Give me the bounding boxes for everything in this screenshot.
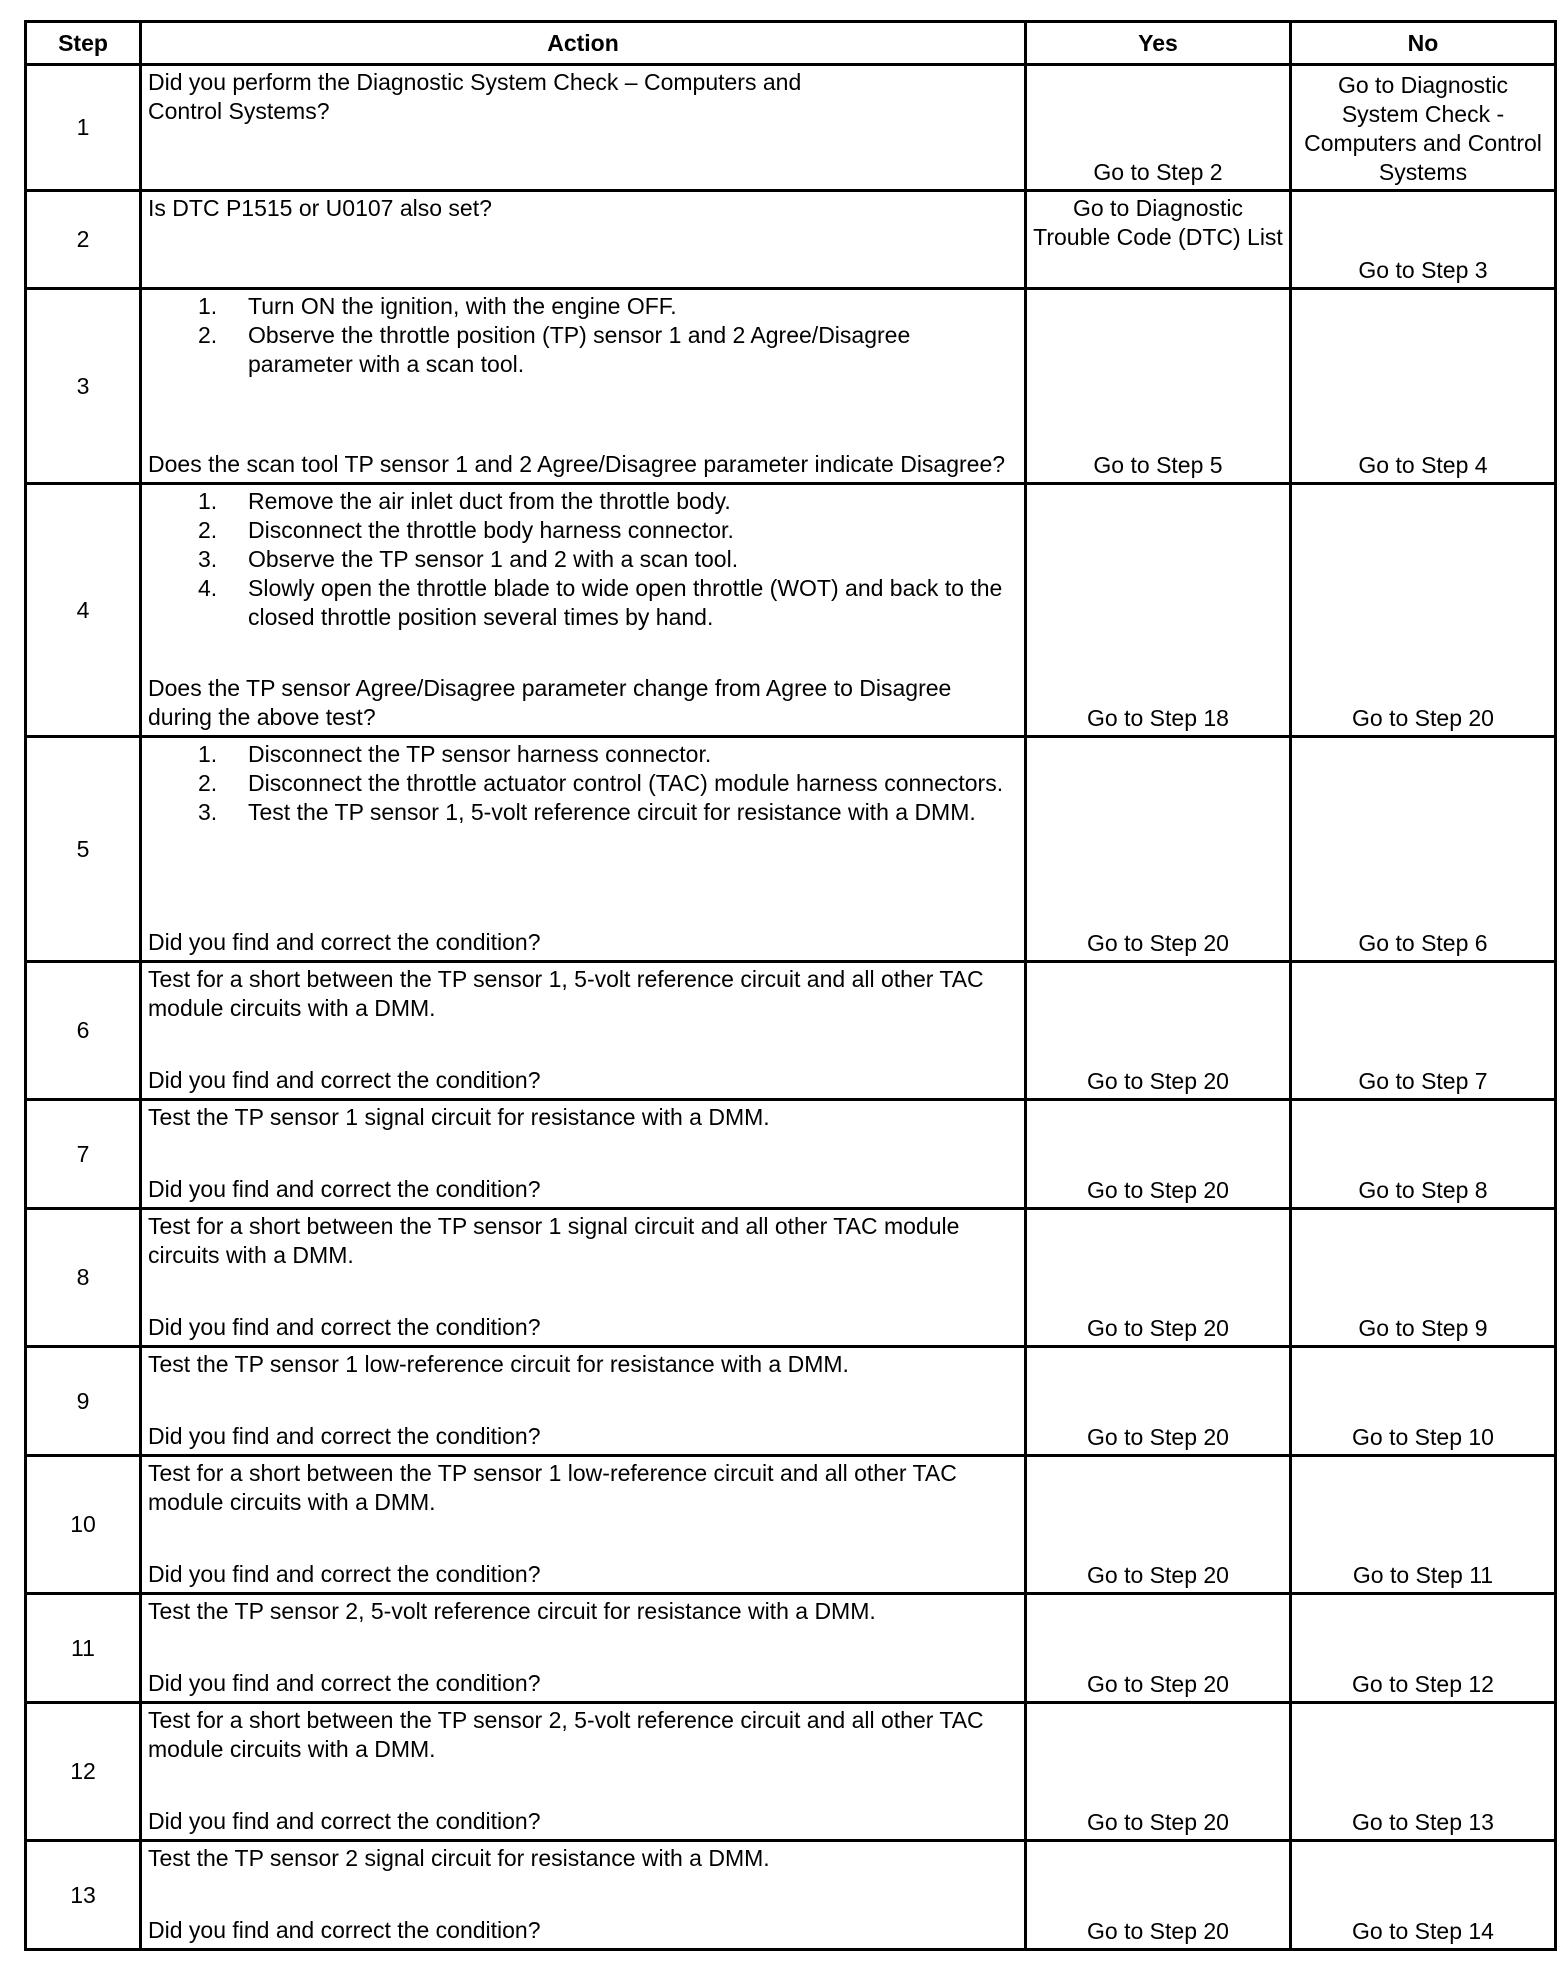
header-yes: Yes <box>1026 22 1291 65</box>
question-text: Is DTC P1515 or U0107 also set? <box>148 195 492 221</box>
header-step: Step <box>26 22 141 65</box>
no-outcome: Go to Step 8 <box>1291 1100 1556 1209</box>
header-action: Action <box>141 22 1026 65</box>
instruction-item: Remove the air inlet duct from the throttle body. <box>248 488 731 514</box>
yes-outcome: Go to Step 20 <box>1026 1347 1291 1456</box>
yes-outcome: Go to Step 2 <box>1026 65 1291 191</box>
yes-outcome: Go to Step 5 <box>1026 289 1291 484</box>
instruction-item: Slowly open the throttle blade to wide open throttle (WOT) and back to the closed throttle position several times by hand. <box>248 575 1003 630</box>
question-text: Did you find and correct the condition? <box>148 1917 541 1943</box>
no-outcome: Go to Step 11 <box>1291 1456 1556 1594</box>
action-cell <box>141 1841 1026 1950</box>
no-outcome: Go to Step 20 <box>1291 484 1556 737</box>
table-row <box>26 962 1556 1100</box>
instruction-item: Test the TP sensor 1, 5-volt reference circuit for resistance with a DMM. <box>248 799 976 825</box>
action-text: Test for a short between the TP sensor 2, 5-volt reference circuit and all other TAC module circuits with a DMM. <box>148 1707 984 1762</box>
no-outcome: Go to Step 13 <box>1291 1703 1556 1841</box>
action-cell <box>141 1100 1026 1209</box>
step-number: 7 <box>26 1100 141 1209</box>
no-outcome: Go to Step 14 <box>1291 1841 1556 1950</box>
action-cell <box>141 484 1026 737</box>
action-text: Test the TP sensor 2, 5-volt reference circuit for resistance with a DMM. <box>148 1598 876 1624</box>
instruction-item: Observe the TP sensor 1 and 2 with a scan tool. <box>248 546 739 572</box>
step-number: 13 <box>26 1841 141 1950</box>
step-number: 8 <box>26 1209 141 1347</box>
question-text: Did you find and correct the condition? <box>148 1067 541 1093</box>
question-text: Did you find and correct the condition? <box>148 929 541 955</box>
question-text: Did you find and correct the condition? <box>148 1670 541 1696</box>
no-outcome: Go to Step 3 <box>1291 191 1556 289</box>
question-text: Did you perform the Diagnostic System Check – Computers and Control Systems? <box>148 69 802 124</box>
no-outcome: Go to Step 10 <box>1291 1347 1556 1456</box>
table-row <box>26 289 1556 484</box>
action-text: Test the TP sensor 1 low-reference circuit for resistance with a DMM. <box>148 1351 849 1377</box>
yes-outcome: Go to Step 20 <box>1026 1100 1291 1209</box>
question-text: Does the scan tool TP sensor 1 and 2 Agree/Disagree parameter indicate Disagree? <box>148 451 1006 477</box>
instruction-item: Turn ON the ignition, with the engine OFF. <box>248 293 677 319</box>
step-number: 4 <box>26 484 141 737</box>
question-text: Does the TP sensor Agree/Disagree parameter change from Agree to Disagree during the above test? <box>148 675 952 730</box>
action-cell <box>141 1594 1026 1703</box>
table-row <box>26 1594 1556 1703</box>
step-number: 3 <box>26 289 141 484</box>
action-cell <box>141 65 1026 191</box>
table-row <box>26 1841 1556 1950</box>
step-number: 10 <box>26 1456 141 1594</box>
no-outcome: Go to Step 9 <box>1291 1209 1556 1347</box>
action-cell <box>141 1347 1026 1456</box>
yes-outcome: Go to Step 20 <box>1026 1841 1291 1950</box>
instruction-list <box>148 292 1018 379</box>
table-row <box>26 1347 1556 1456</box>
table-row <box>26 191 1556 289</box>
action-text: Test for a short between the TP sensor 1 signal circuit and all other TAC module circuits with a DMM. <box>148 1213 960 1268</box>
yes-outcome: Go to Diagnostic Trouble Code (DTC) List <box>1026 191 1291 289</box>
step-number: 9 <box>26 1347 141 1456</box>
yes-outcome: Go to Step 20 <box>1026 1703 1291 1841</box>
instruction-list <box>148 740 1018 827</box>
question-text: Did you find and correct the condition? <box>148 1423 541 1449</box>
instruction-item: Disconnect the TP sensor harness connector. <box>248 741 712 767</box>
no-outcome: Go to Step 7 <box>1291 962 1556 1100</box>
step-number: 11 <box>26 1594 141 1703</box>
question-text: Did you find and correct the condition? <box>148 1314 541 1340</box>
header-row <box>26 22 1556 65</box>
question-text: Did you find and correct the condition? <box>148 1808 541 1834</box>
step-number: 2 <box>26 191 141 289</box>
action-cell <box>141 289 1026 484</box>
table-row <box>26 484 1556 737</box>
yes-outcome: Go to Step 20 <box>1026 962 1291 1100</box>
instruction-item: Disconnect the throttle body harness connector. <box>248 517 734 543</box>
action-text: Test for a short between the TP sensor 1 low-reference circuit and all other TAC module circuits with a DMM. <box>148 1460 957 1515</box>
table-row <box>26 1100 1556 1209</box>
no-outcome: Go to Step 6 <box>1291 737 1556 962</box>
diagnostic-table <box>24 20 1557 1951</box>
action-cell <box>141 1456 1026 1594</box>
yes-outcome: Go to Step 20 <box>1026 1209 1291 1347</box>
header-no: No <box>1291 22 1556 65</box>
yes-outcome: Go to Step 20 <box>1026 737 1291 962</box>
step-number: 1 <box>26 65 141 191</box>
action-cell <box>141 737 1026 962</box>
yes-outcome: Go to Step 18 <box>1026 484 1291 737</box>
step-number: 12 <box>26 1703 141 1841</box>
action-text: Test the TP sensor 1 signal circuit for resistance with a DMM. <box>148 1104 770 1130</box>
yes-outcome: Go to Step 20 <box>1026 1594 1291 1703</box>
table-row <box>26 1703 1556 1841</box>
action-cell <box>141 1209 1026 1347</box>
step-number: 6 <box>26 962 141 1100</box>
table-row <box>26 1209 1556 1347</box>
action-cell <box>141 191 1026 289</box>
no-outcome: Go to Step 4 <box>1291 289 1556 484</box>
table-row <box>26 737 1556 962</box>
action-cell <box>141 1703 1026 1841</box>
yes-outcome: Go to Step 20 <box>1026 1456 1291 1594</box>
action-cell <box>141 962 1026 1100</box>
no-outcome: Go to Diagnostic System Check - Computers and Control Systems <box>1291 65 1556 191</box>
step-number: 5 <box>26 737 141 962</box>
instruction-item: Disconnect the throttle actuator control (TAC) module harness connectors. <box>248 770 1004 796</box>
question-text: Did you find and correct the condition? <box>148 1176 541 1202</box>
question-text: Did you find and correct the condition? <box>148 1561 541 1587</box>
no-outcome: Go to Step 12 <box>1291 1594 1556 1703</box>
instruction-list <box>148 487 1018 632</box>
table-row <box>26 65 1556 191</box>
instruction-item: Observe the throttle position (TP) sensor 1 and 2 Agree/Disagree parameter with a scan tool. <box>248 322 911 377</box>
table-row <box>26 1456 1556 1594</box>
action-text: Test for a short between the TP sensor 1, 5-volt reference circuit and all other TAC module circuits with a DMM. <box>148 966 984 1021</box>
action-text: Test the TP sensor 2 signal circuit for resistance with a DMM. <box>148 1845 770 1871</box>
